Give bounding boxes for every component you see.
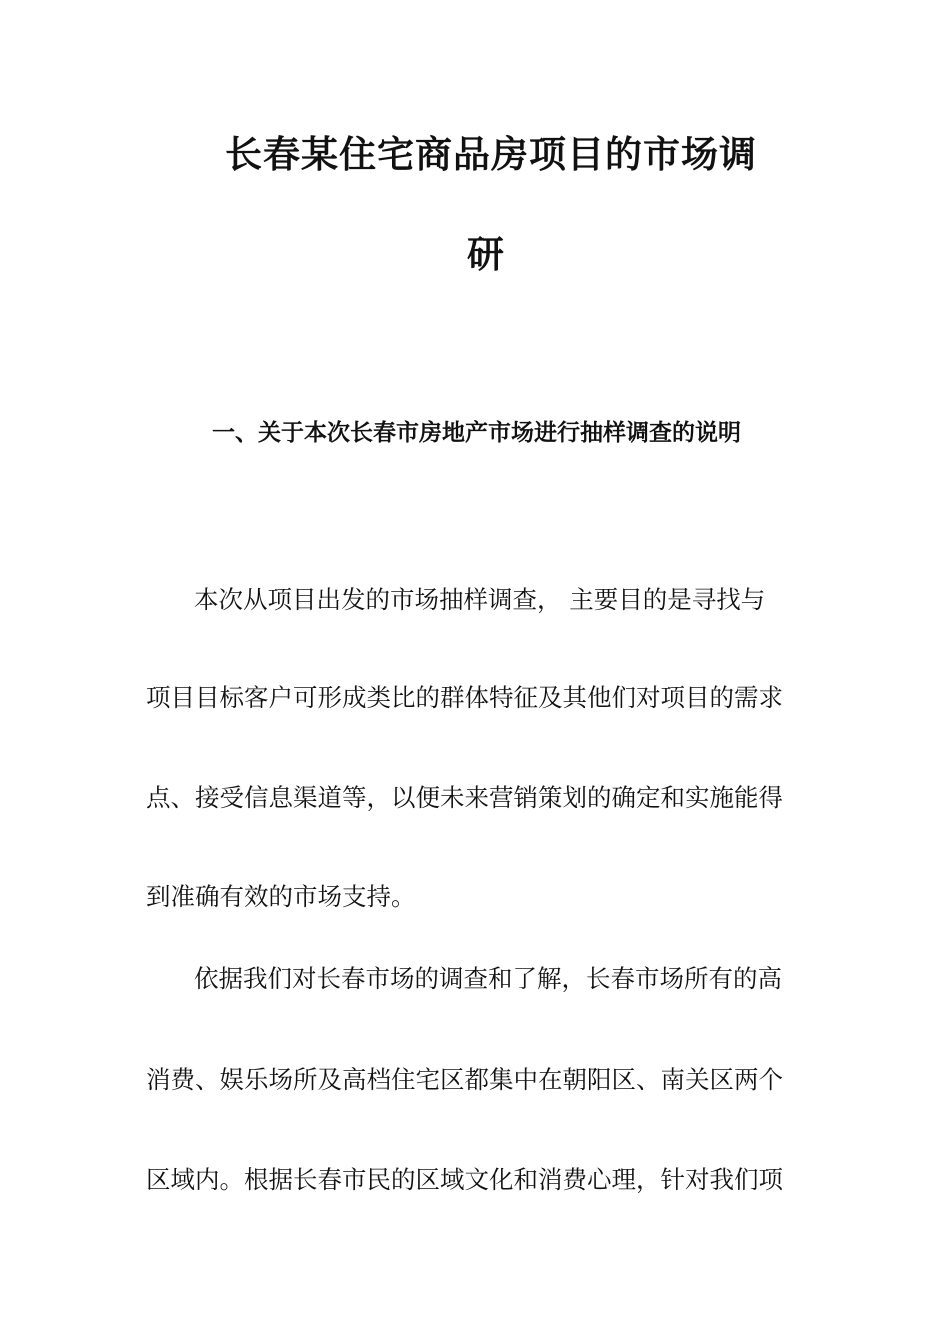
paragraph-1-line-1: 本次从项目出发的市场抽样调查， 主要目的是寻找与 xyxy=(194,585,766,614)
paragraph-1-line-3: 点、接受信息渠道等，以便未来营销策划的确定和实施能得 xyxy=(146,783,783,812)
paragraph-2-line-1: 依据我们对长春市场的调查和了解，长春市场所有的高 xyxy=(194,964,782,993)
section-heading: 一、关于本次长春市房地产市场进行抽样调查的说明 xyxy=(212,420,741,446)
document-title-line-2: 研 xyxy=(467,233,505,276)
document-title-line-1: 长春某住宅商品房项目的市场调 xyxy=(225,133,757,176)
paragraph-2-line-2: 消费、娱乐场所及高档住宅区都集中在朝阳区、南关区两个 xyxy=(146,1065,783,1094)
paragraph-1-line-2: 项目目标客户可形成类比的群体特征及其他们对项目的需求 xyxy=(146,683,783,712)
paragraph-2-line-3: 区域内。根据长春市民的区域文化和消费心理，针对我们项 xyxy=(146,1165,783,1194)
paragraph-1-line-4: 到准确有效的市场支持。 xyxy=(146,882,416,911)
